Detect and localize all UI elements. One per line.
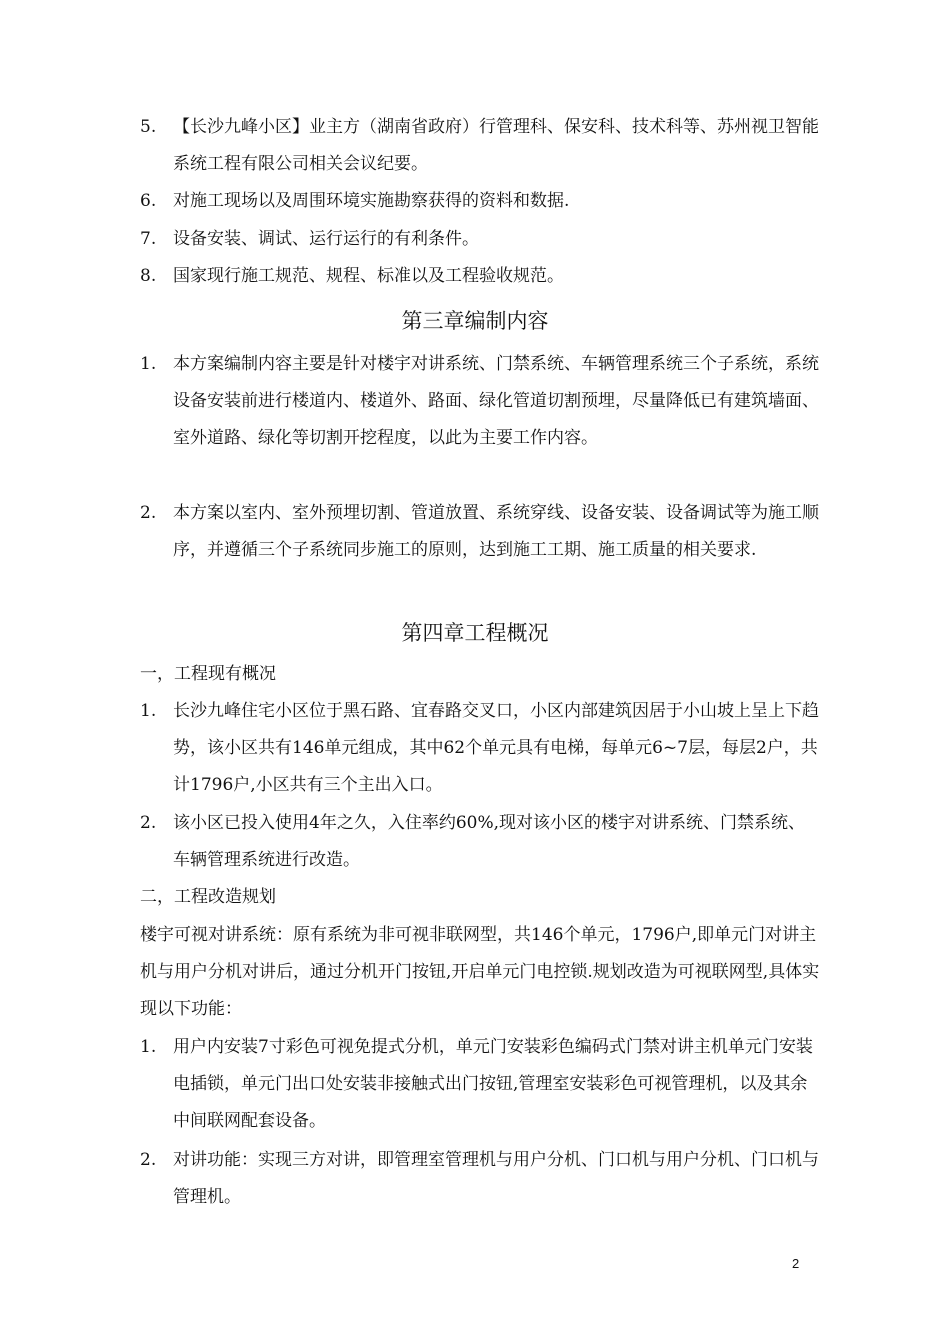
- item-number: 1.: [140, 1037, 157, 1057]
- item-text: 【长沙九峰小区】业主方（湖南省政府）行管理科、保安科、技术科等、苏州视卫智能系统工程有限公司相关会议纪要。: [173, 117, 819, 174]
- list-item: [140, 805, 820, 879]
- item-number: 8.: [140, 266, 157, 286]
- page-number: 2: [792, 1256, 800, 1271]
- section-title: 二，工程改造规划: [140, 887, 276, 907]
- item-text: 设备安装、调试、运行运行的有利条件。: [173, 229, 479, 249]
- list-item: [140, 495, 820, 569]
- list-item: [140, 1029, 820, 1140]
- item-number: 5.: [140, 117, 157, 137]
- list-item: [140, 109, 820, 183]
- chapter-heading: 第三章编制内容: [401, 309, 549, 333]
- item-text: 本方案以室内、室外预埋切割、管道放置、系统穿线、设备安装、设备调试等为施工顺序，并遵循三个子系统同步施工的原则，达到施工工期、施工质量的相关要求.: [173, 503, 819, 560]
- list-item: [140, 1142, 820, 1216]
- section-title: 一，工程现有概况: [140, 664, 276, 684]
- item-text: 对施工现场以及周围环境实施勘察获得的资料和数据.: [173, 191, 570, 211]
- item-text: 该小区已投入使用4年之久，入住率约60%,现对该小区的楼宇对讲系统、门禁系统、车辆管理系统进行改造。: [173, 813, 806, 870]
- item-number: 6.: [140, 191, 157, 211]
- list-item: [140, 221, 820, 258]
- item-text: 对讲功能：实现三方对讲，即管理室管理机与用户分机、门口机与用户分机、门口机与管理机。: [173, 1150, 819, 1207]
- item-number: 1.: [140, 701, 157, 721]
- list-item: [140, 258, 820, 295]
- item-text: 用户内安装7寸彩色可视免提式分机，单元门安装彩色编码式门禁对讲主机单元门安装电插锁，单元门出口处安装非接触式出门按钮,管理室安装彩色可视管理机，以及其余中间联网配套设备。: [173, 1037, 813, 1131]
- list-item: [140, 693, 820, 804]
- body-paragraph: 楼宇可视对讲系统：原有系统为非可视非联网型，共146个单元，1796户,即单元门对讲主机与用户分机对讲后，通过分机开门按钮,开启单元门电控锁.规划改造为可视联网型,具体实现以下功能：: [140, 925, 820, 1019]
- chapter-heading: 第四章工程概况: [401, 621, 549, 645]
- item-text: 本方案编制内容主要是针对楼宇对讲系统、门禁系统、车辆管理系统三个子系统，系统设备安装前进行楼道内、楼道外、路面、绿化管道切割预埋，尽量降低已有建筑墙面、室外道路、绿化等切割开挖程度，以此为主要工作内容。: [173, 354, 819, 448]
- item-number: 1.: [140, 354, 157, 374]
- item-text: 长沙九峰住宅小区位于黑石路、宜春路交叉口，小区内部建筑因居于小山坡上呈上下趋势，该小区共有146单元组成，其中62个单元具有电梯，每单元6~7层，每层2户，共计1796户,小区共有三个主出入口。: [173, 701, 819, 795]
- item-number: 7.: [140, 229, 157, 249]
- item-number: 2.: [140, 503, 157, 523]
- list-item: [140, 183, 820, 220]
- item-number: 2.: [140, 813, 157, 833]
- item-text: 国家现行施工规范、规程、标准以及工程验收规范。: [173, 266, 564, 286]
- list-item: [140, 346, 820, 457]
- item-number: 2.: [140, 1150, 157, 1170]
